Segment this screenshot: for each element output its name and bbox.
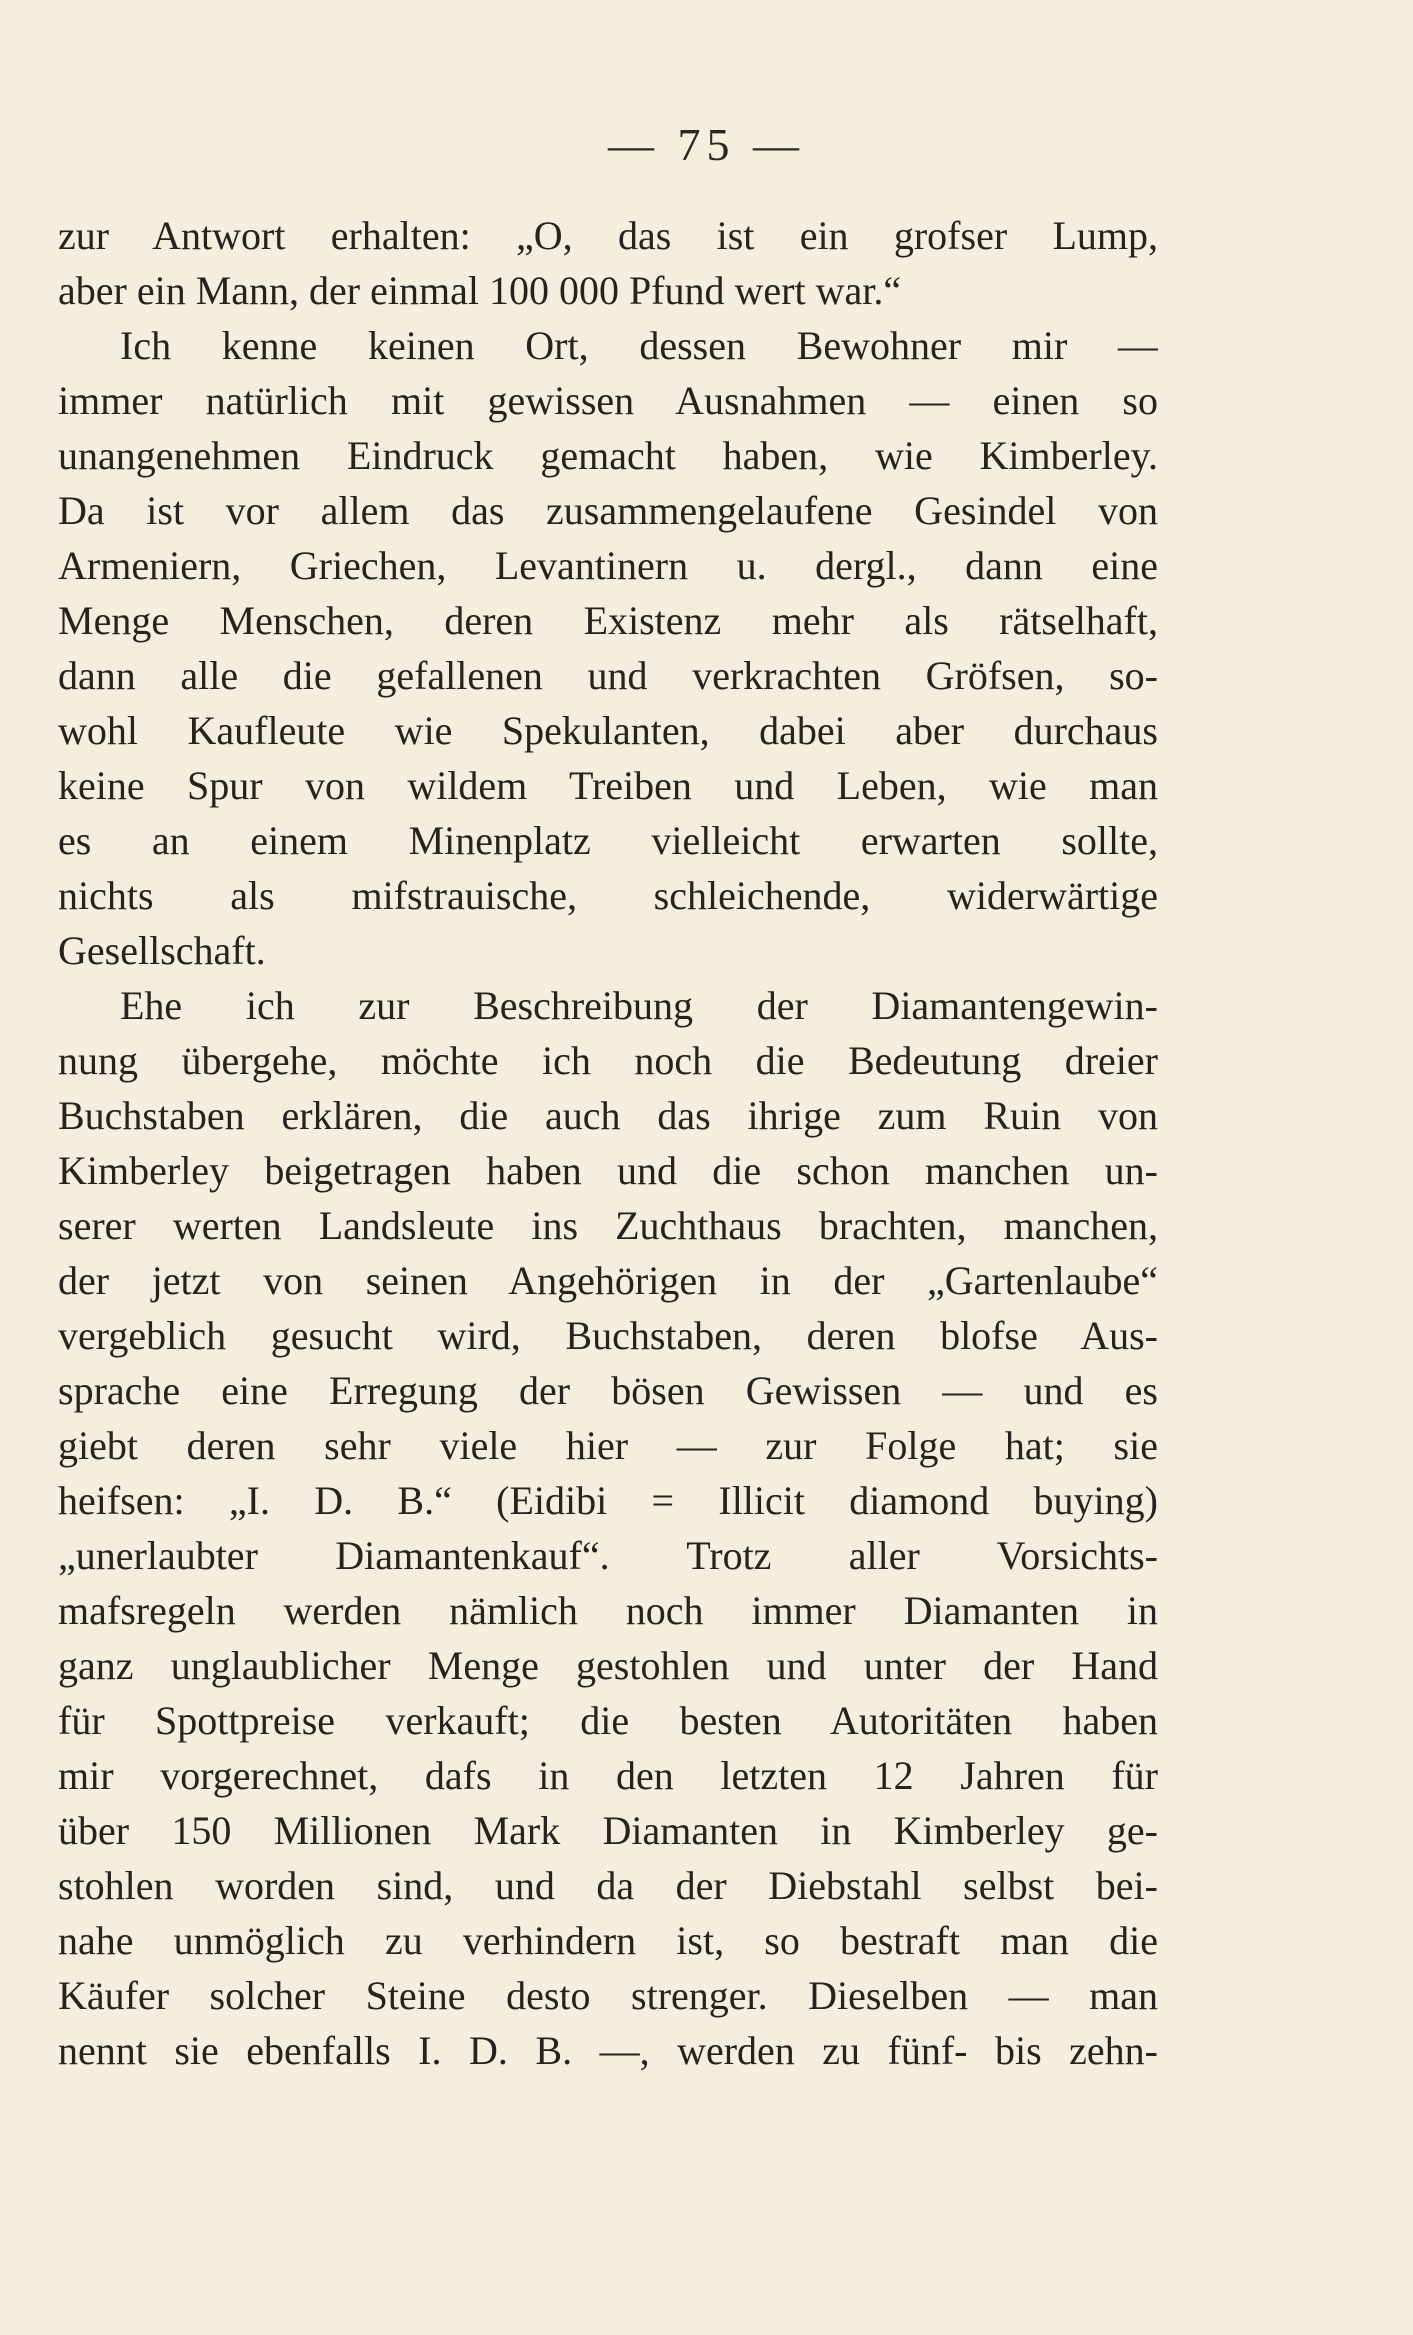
text-line: es an einem Minenplatz vielleicht erwarten sollte, — [58, 818, 1158, 863]
text-line: über 150 Millionen Mark Diamanten in Kimberley ge- — [58, 1808, 1158, 1853]
text-line: ganz unglaublicher Menge gestohlen und unter der Hand — [58, 1643, 1158, 1688]
text-line: Da ist vor allem das zusammengelaufene Gesindel von — [58, 488, 1158, 533]
text-line: nahe unmöglich zu verhindern ist, so bestraft man die — [58, 1918, 1158, 1963]
body-text — [58, 208, 1158, 2078]
text-line: aber ein Mann, der einmal 100 000 Pfund wert war.“ — [58, 268, 902, 313]
text-line: Kimberley beigetragen haben und die schon manchen un- — [58, 1148, 1158, 1193]
text-line: Ehe ich zur Beschreibung der Diamantengewin- — [120, 983, 1158, 1028]
text-line: wohl Kaufleute wie Spekulanten, dabei aber durchaus — [58, 708, 1158, 753]
text-line: Ich kenne keinen Ort, dessen Bewohner mir — — [120, 323, 1158, 368]
text-line: serer werten Landsleute ins Zuchthaus brachten, manchen, — [58, 1203, 1158, 1248]
text-line: nung übergehe, möchte ich noch die Bedeutung dreier — [58, 1038, 1158, 1083]
text-line: immer natürlich mit gewissen Ausnahmen — einen so — [58, 378, 1158, 423]
text-line: nichts als mifstrauische, schleichende, widerwärtige — [58, 873, 1158, 918]
text-line: dann alle die gefallenen und verkrachten Gröfsen, so- — [58, 653, 1158, 698]
text-line: mir vorgerechnet, dafs in den letzten 12 Jahren für — [58, 1753, 1158, 1798]
text-line: Gesellschaft. — [58, 928, 266, 973]
page-number: — 75 — — [608, 119, 805, 170]
text-line: vergeblich gesucht wird, Buchstaben, deren blofse Aus- — [58, 1313, 1158, 1358]
text-line: zur Antwort erhalten: „O, das ist ein grofser Lump, — [58, 213, 1158, 258]
text-line: sprache eine Erregung der bösen Gewissen — und es — [58, 1368, 1158, 1413]
text-line: Käufer solcher Steine desto strenger. Dieselben — man — [58, 1973, 1158, 2018]
text-line: für Spottpreise verkauft; die besten Autoritäten haben — [58, 1698, 1158, 1743]
text-line: nennt sie ebenfalls I. D. B. —, werden zu fünf- bis zehn- — [58, 2028, 1158, 2073]
text-line: stohlen worden sind, und da der Diebstahl selbst bei- — [58, 1863, 1158, 1908]
text-line: mafsregeln werden nämlich noch immer Diamanten in — [58, 1588, 1158, 1633]
text-line: Menge Menschen, deren Existenz mehr als rätselhaft, — [58, 598, 1158, 643]
text-line: Armeniern, Griechen, Levantinern u. dergl., dann eine — [58, 543, 1158, 588]
text-line: unangenehmen Eindruck gemacht haben, wie Kimberley. — [58, 433, 1158, 478]
text-line: keine Spur von wildem Treiben und Leben, wie man — [58, 763, 1158, 808]
text-line: „unerlaubter Diamantenkauf“. Trotz aller Vorsichts- — [58, 1533, 1158, 1578]
text-line: heifsen: „I. D. B.“ (Eidibi = Illicit diamond buying) — [58, 1478, 1158, 1523]
text-line: Buchstaben erklären, die auch das ihrige zum Ruin von — [58, 1093, 1158, 1138]
text-line: giebt deren sehr viele hier — zur Folge hat; sie — [58, 1423, 1158, 1468]
text-line: der jetzt von seinen Angehörigen in der „Gartenlaube“ — [58, 1258, 1158, 1303]
